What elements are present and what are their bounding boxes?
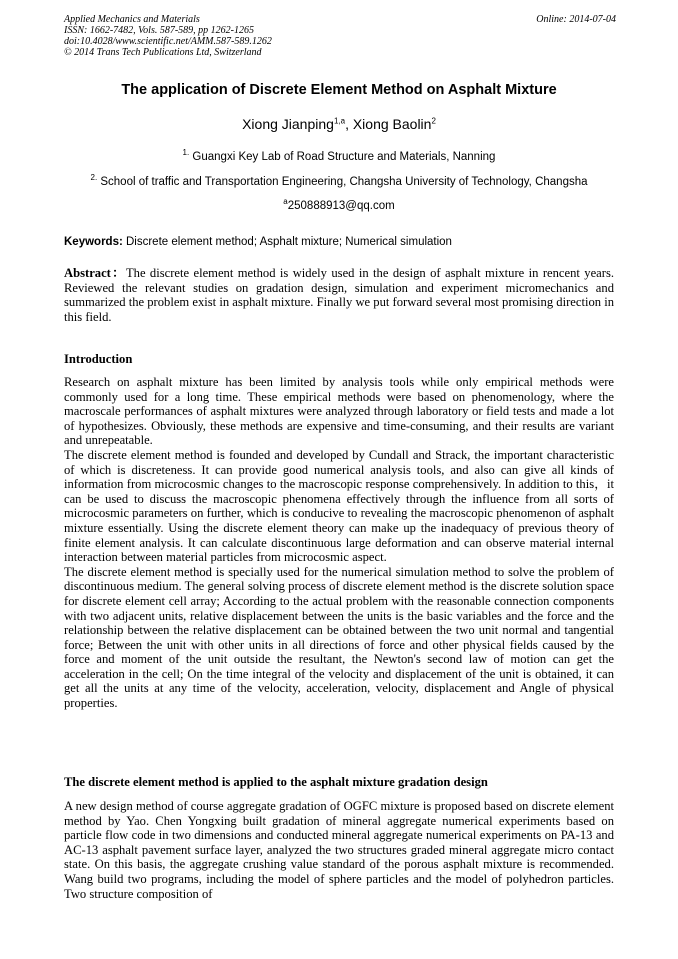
journal-name: Applied Mechanics and Materials: [64, 14, 200, 25]
affiliation-marker: 2.: [90, 173, 98, 183]
journal-header: [64, 14, 616, 58]
affiliation-text: Guangxi Key Lab of Road Structure and Materials, Nanning: [189, 151, 496, 163]
keywords: [64, 236, 616, 248]
keywords-text: Discrete element method; Asphalt mixture; Numerical simulation: [122, 236, 452, 248]
section-heading-gradation-design: The discrete element method is applied to the asphalt mixture gradation design: [64, 775, 488, 789]
online-date: Online: 2014-07-04: [536, 14, 616, 25]
email-marker: a: [283, 197, 288, 207]
author-name: Xiong Baolin: [352, 116, 432, 132]
paragraph: The discrete element method is founded and developed by Cundall and Strack, the important characteristic of which is discreteness. It can provide good numerical analysis tools, and also can give all kinds of information from microcosmic changes to the macroscopic response comprehensively. In addition to this，it can be used to discuss the macroscopic phenomena effectively through the influence from all sorts of microcosmic parameters on further, which is conducive to revealing the macroscopic phenomenon of asphalt mixture essentially. Using the discrete element theory can make up the inadequacy of previous theory of finite element analysis. It can calculate discontinuous large deformation and can observe material internal interaction between material particles from microcosmic aspect.: [64, 447, 614, 565]
doi-line: doi:10.4028/www.scientific.net/AMM.587-589.1262: [64, 36, 272, 47]
paragraph: A new design method of course aggregate gradation of OGFC mixture is proposed based on discrete element method by Yao. Chen Yongxing built gradation of mineral aggregate numerical experiments based on particle flow code in two dimensions and conducted mineral aggregate numerical experiments on PA-13 and AC-13 asphalt pavement surface layer, analyzed the two structures graded mineral aggregate micro contact state. On this basis, the aggregate crushing value standard of the porous asphalt mixture is recommended. Wang build two programs, including the model of sphere particles and the model of polyhedron particles. Two structure composition of: [64, 799, 614, 901]
email-line: [0, 197, 678, 212]
abstract: [64, 266, 614, 324]
paragraph: Research on asphalt mixture has been limited by analysis tools while only empirical methods were commonly used for a long time. These empirical methods were based on phenomenology, where the macroscale performances of asphalt mixtures were analyzed through laboratory or field tests and made a lot of hypothesizes. Obviously, these methods are expensive and time-consuming, and their results are variant and unrepeatable.: [64, 375, 614, 448]
email-address: 250888913@qq.com: [287, 200, 395, 212]
affiliation-2: [0, 173, 678, 188]
abstract-label: Abstract：: [64, 266, 126, 280]
section-heading-introduction: Introduction: [64, 352, 133, 366]
abstract-text: The discrete element method is widely used in the design of asphalt mixture in rencent years. Reviewed the relevant studies on gradation design, simulation and experiment micromechanics and summarized the problem exist in asphalt mixture. Finally we put forward several most promising direction in this field.: [64, 266, 614, 324]
introduction-body: [64, 375, 614, 711]
keywords-label: Keywords:: [64, 236, 123, 248]
author-superscript: 1,a: [333, 116, 346, 126]
author-superscript: 2: [431, 116, 436, 126]
author-name: Xiong Jianping: [242, 116, 334, 132]
author-separator: ,: [345, 116, 353, 132]
paragraph: The discrete element method is specially used for the numerical simulation method to solve the problem of discontinuous medium. The general solving process of discrete element method is the discrete solution space for discrete element cell array; According to the actual problem with the reasonable connection components with two adjacent units, relative displacement between the units is the basic variables and the force and the relationship between the relative displacement can be obtained between the two unit normal and tangential force; Between the unit with other units in all directions of force and other physical fields caused by the force and moment of the unit outside the resultant, the Newton's second law of motion can get the acceleration in the cell; On the time integral of the velocity and displacement of the unit is obtained, it can get all the units at any time of the velocity, acceleration, velocity, displacement and Angle of physical properties.: [64, 564, 614, 711]
paper-title: The application of Discrete Element Method on Asphalt Mixture: [121, 82, 557, 98]
gradation-design-body: [64, 799, 614, 901]
affiliation-marker: 1.: [182, 148, 190, 158]
copyright-line: © 2014 Trans Tech Publications Ltd, Switzerland: [64, 47, 262, 58]
author-line: [0, 116, 678, 132]
affiliation-1: [0, 148, 678, 163]
affiliation-text: School of traffic and Transportation Engineering, Changsha University of Technology, Changsha: [97, 176, 588, 188]
issn-line: ISSN: 1662-7482, Vols. 587-589, pp 1262-1265: [64, 25, 254, 36]
